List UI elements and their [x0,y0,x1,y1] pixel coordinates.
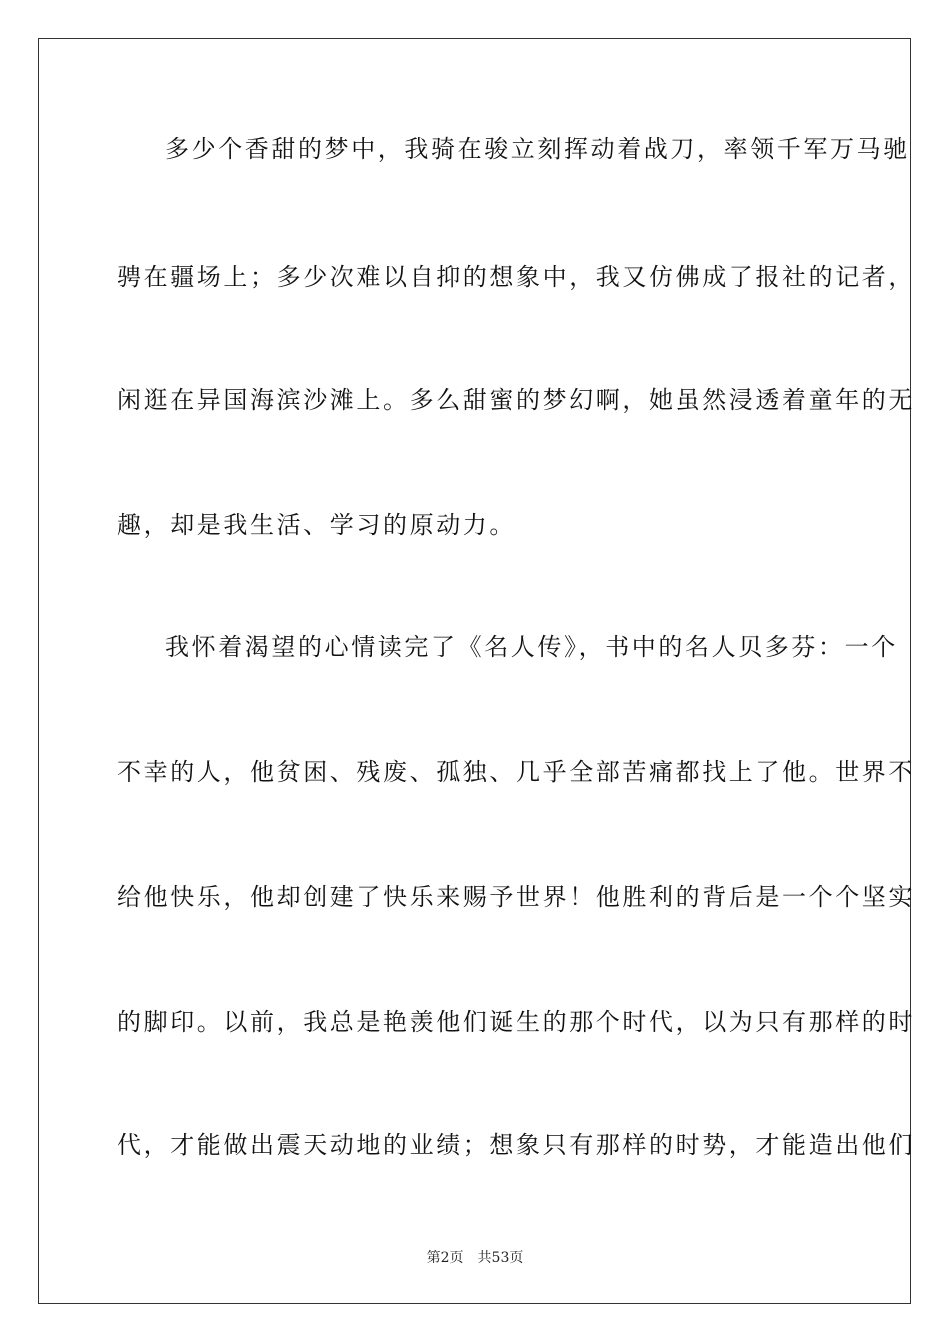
paragraph-line: 趣，却是我生活、学习的原动力。 [117,511,516,539]
paragraph-line: 多少个香甜的梦中，我骑在骏立刻挥动着战刀，率领千军万马驰 [165,135,910,163]
paragraph-line: 骋在疆场上；多少次难以自抑的想象中，我又仿佛成了报社的记者， [117,263,915,291]
page-number: 第2页 [426,1250,464,1266]
page-footer [0,1249,950,1267]
paragraph-line: 不幸的人，他贫困、残废、孤独、几乎全部苦痛都找上了他。世界不 [117,758,915,786]
paragraph-line: 给他快乐，他却创建了快乐来赐予世界！他胜利的背后是一个个坚实 [117,883,915,911]
paragraph-line: 我怀着渴望的心情读完了《名人传》，书中的名人贝多芬：一个 [165,633,898,661]
paragraph-line: 闲逛在异国海滨沙滩上。多么甜蜜的梦幻啊，她虽然浸透着童年的无 [117,386,915,414]
paragraph-line: 的脚印。以前，我总是艳羡他们诞生的那个时代，以为只有那样的时 [117,1008,915,1036]
page-border [38,38,915,1304]
page-total: 共53页 [477,1250,524,1266]
paragraph-line: 代，才能做出震天动地的业绩；想象只有那样的时势，才能造出他们 [117,1131,915,1159]
